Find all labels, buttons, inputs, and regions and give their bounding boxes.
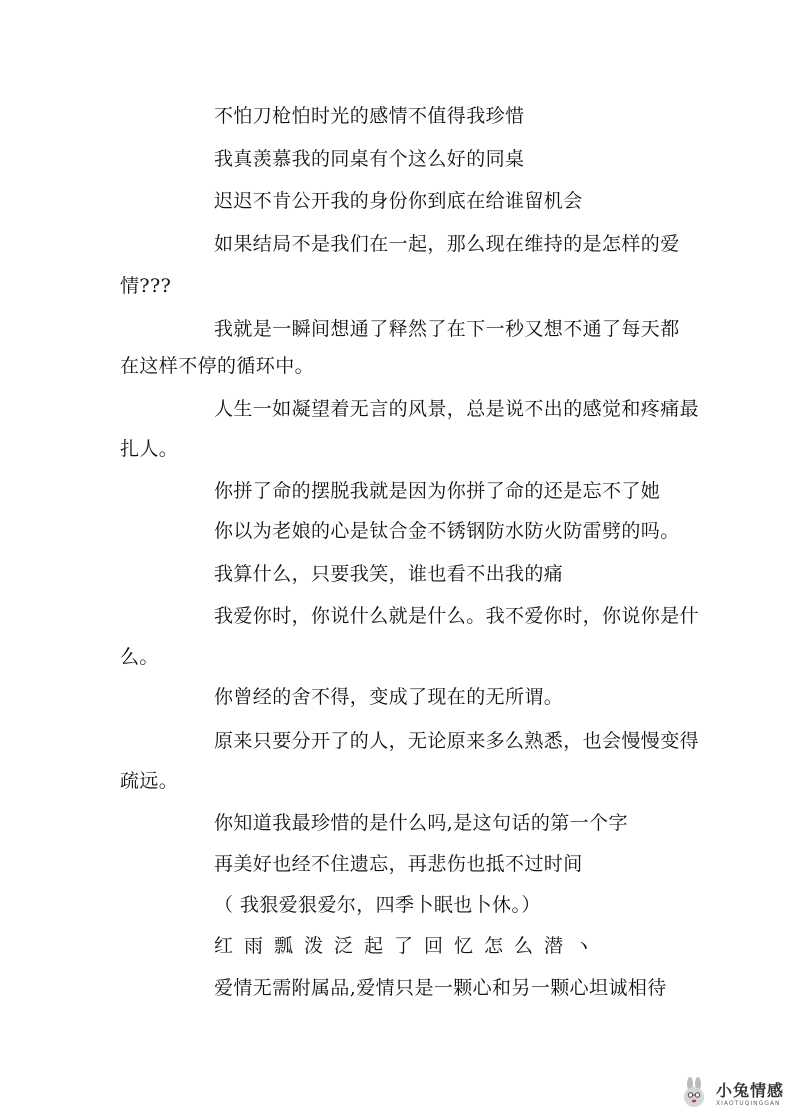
rabbit-logo-icon — [676, 1076, 712, 1112]
text-line: 不怕刀枪怕时光的感情不值得我珍惜 — [214, 105, 525, 127]
text-line: 迟迟不肯公开我的身份你到底在给谁留机会 — [214, 190, 583, 212]
text-line: 爱情无需附属品,爱情只是一颗心和另一颗心坦诚相待 — [214, 977, 667, 999]
watermark-title: 小兔情感 — [716, 1081, 785, 1100]
watermark-subtitle: XIAOTUQINGGAN — [716, 1100, 781, 1107]
text-line: 你拼了命的摆脱我就是因为你拼了命的还是忘不了她 — [214, 480, 661, 502]
text-line: 我就是一瞬间想通了释然了在下一秒又想不通了每天都 — [214, 318, 680, 340]
text-line: 你以为老娘的心是钛合金不锈钢防水防火防雷劈的吗。 — [214, 520, 680, 542]
text-line: 你知道我最珍惜的是什么吗,是这句话的第一个字 — [214, 812, 628, 834]
text-line: 我爱你时，你说什么就是什么。我不爱你时，你说你是什 — [214, 605, 700, 627]
text-line: 情??? — [120, 275, 172, 297]
text-line: 我算什么，只要我笑，谁也看不出我的痛 — [214, 563, 564, 585]
text-line: 在这样不停的循环中。 — [120, 355, 315, 377]
text-line: 么。 — [120, 646, 159, 668]
text-line: 再美好也经不住遗忘，再悲伤也抵不过时间 — [214, 853, 583, 875]
text-line: 疏远。 — [120, 770, 179, 792]
text-line: 红雨瓢泼泛起了回忆怎么潜ヽ — [214, 935, 605, 957]
watermark-logo — [676, 1074, 788, 1116]
text-line: （ 我狠爱狠爱尔，四季卜眠也卜休。） — [214, 894, 541, 916]
text-line: 原来只要分开了的人，无论原来多么熟悉，也会慢慢变得 — [214, 730, 700, 752]
text-line: 我真羡慕我的同桌有个这么好的同桌 — [214, 148, 525, 170]
text-line: 扎人。 — [120, 438, 179, 460]
text-line: 你曾经的舍不得，变成了现在的无所谓。 — [214, 686, 564, 708]
text-line: 如果结局不是我们在一起，那么现在维持的是怎样的爱 — [214, 233, 680, 255]
text-line: 人生一如凝望着无言的风景，总是说不出的感觉和疼痛最 — [214, 398, 700, 420]
